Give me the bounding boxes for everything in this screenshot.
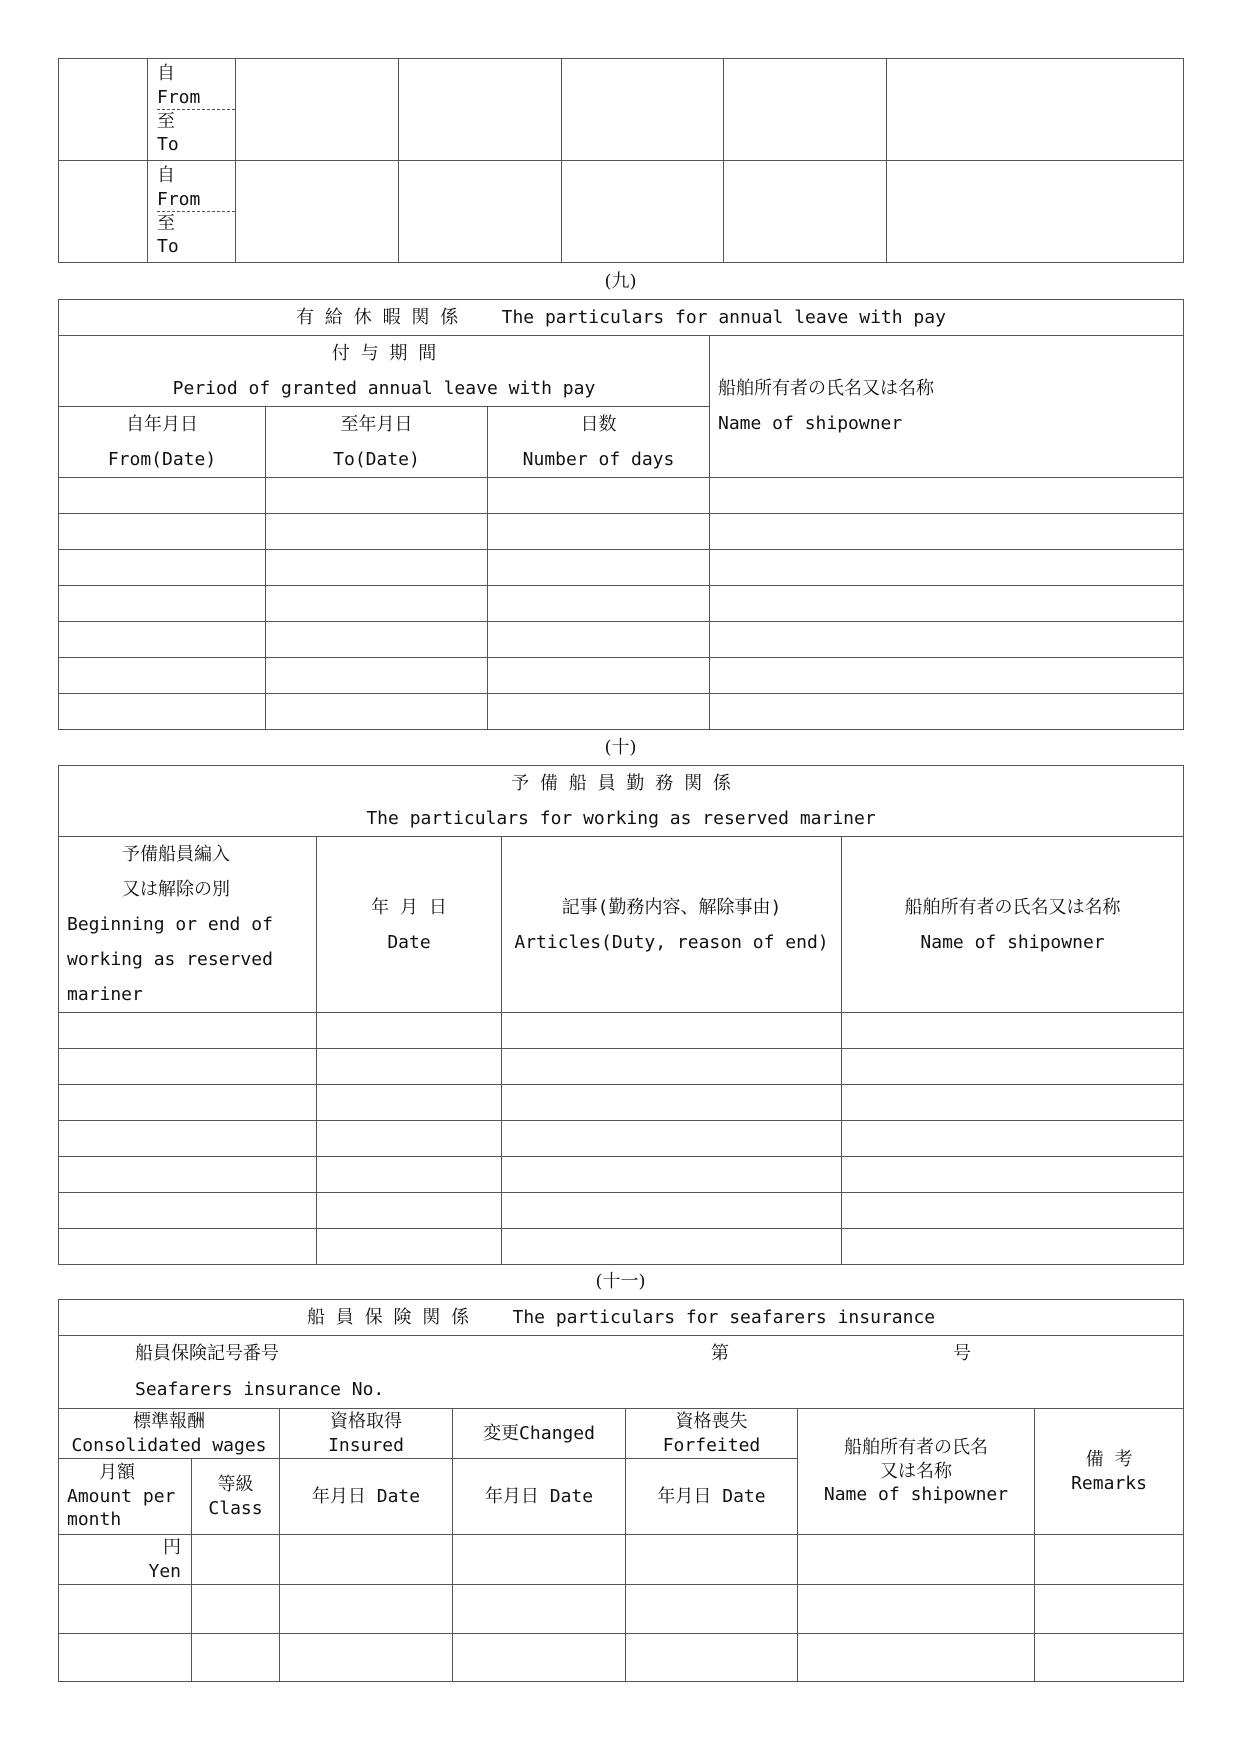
blank-cell[interactable] xyxy=(59,1585,192,1634)
seafarers-insurance-table xyxy=(58,1299,1184,1682)
blank-cell[interactable] xyxy=(842,1229,1184,1265)
blank-cell[interactable] xyxy=(266,622,488,658)
blank-cell[interactable] xyxy=(59,622,266,658)
blank-cell[interactable] xyxy=(453,1634,626,1682)
blank-cell[interactable] xyxy=(317,1229,502,1265)
blank-cell[interactable] xyxy=(842,1013,1184,1049)
blank-cell[interactable] xyxy=(488,550,710,586)
blank-cell[interactable] xyxy=(59,586,266,622)
blank-cell[interactable] xyxy=(192,1585,280,1634)
section10-marker: (十) xyxy=(604,737,637,758)
blank-cell[interactable] xyxy=(266,514,488,550)
blank-cell[interactable] xyxy=(59,161,148,263)
blank-cell[interactable] xyxy=(842,1157,1184,1193)
shipowner-header: 船舶所有者の氏名又は名称 Name of shipowner xyxy=(842,837,1184,1013)
insurance-number-label-ja: 船員保険記号番号 xyxy=(135,1343,279,1364)
blank-cell[interactable] xyxy=(1035,1634,1184,1682)
blank-cell[interactable] xyxy=(266,550,488,586)
from-to-cell xyxy=(148,161,236,263)
from-to-cell xyxy=(148,59,236,161)
blank-cell[interactable] xyxy=(488,658,710,694)
blank-cell[interactable] xyxy=(317,1049,502,1085)
blank-cell[interactable] xyxy=(710,622,1184,658)
blank-cell[interactable] xyxy=(710,658,1184,694)
wages-header: 標準報酬 Consolidated wages xyxy=(59,1409,280,1459)
blank-cell[interactable] xyxy=(59,1157,317,1193)
from-date-header: 自年月日 From(Date) xyxy=(59,407,266,478)
forfeited-date-header: 年月日 Date xyxy=(626,1459,798,1535)
blank-cell[interactable] xyxy=(453,1585,626,1634)
amount-header: 月額 Amount per month xyxy=(59,1459,192,1535)
blank-cell[interactable] xyxy=(59,1049,317,1085)
insured-header: 資格取得 Insured xyxy=(280,1409,453,1459)
blank-cell[interactable] xyxy=(1035,1585,1184,1634)
blank-cell[interactable] xyxy=(266,478,488,514)
articles-header: 記事(勤務内容、解除事由) Articles(Duty, reason of end) xyxy=(502,837,842,1013)
blank-cell[interactable] xyxy=(317,1157,502,1193)
blank-cell[interactable] xyxy=(280,1634,453,1682)
blank-cell[interactable] xyxy=(842,1085,1184,1121)
blank-cell[interactable] xyxy=(626,1535,798,1585)
blank-cell[interactable] xyxy=(280,1535,453,1585)
dai-label: 第 xyxy=(711,1343,729,1364)
to-date-header: 至年月日 To(Date) xyxy=(266,407,488,478)
blank-cell[interactable] xyxy=(798,1585,1035,1634)
blank-cell[interactable] xyxy=(798,1634,1035,1682)
beginning-end-header: 予備船員編入 又は解除の別 Beginning or end of working as reserved mariner xyxy=(59,837,317,1013)
insurance-number-label-en: Seafarers insurance No. xyxy=(135,1379,385,1400)
insurance-number-row[interactable] xyxy=(59,1336,1184,1409)
blank-cell[interactable] xyxy=(502,1013,842,1049)
blank-cell[interactable] xyxy=(266,658,488,694)
blank-cell[interactable] xyxy=(798,1535,1035,1585)
blank-cell[interactable] xyxy=(488,622,710,658)
blank-cell[interactable] xyxy=(488,514,710,550)
blank-cell[interactable] xyxy=(453,1535,626,1585)
changed-header: 変更Changed xyxy=(453,1409,626,1459)
to-label: 至 To xyxy=(157,213,179,258)
blank-cell[interactable] xyxy=(488,478,710,514)
blank-cell[interactable] xyxy=(488,586,710,622)
blank-cell[interactable] xyxy=(59,658,266,694)
insured-date-header: 年月日 Date xyxy=(280,1459,453,1535)
forfeited-header: 資格喪失 Forfeited xyxy=(626,1409,798,1459)
blank-cell[interactable] xyxy=(724,59,887,161)
shipowner-header: 船舶所有者の氏名又は名称 Name of shipowner xyxy=(710,336,1184,478)
days-header: 日数 Number of days xyxy=(488,407,710,478)
blank-cell[interactable] xyxy=(488,694,710,730)
changed-date-header: 年月日 Date xyxy=(453,1459,626,1535)
blank-cell[interactable] xyxy=(59,550,266,586)
seafarers-insurance-title: 船 員 保 険 関 係 The particulars for seafarers insurance xyxy=(59,1300,1184,1336)
blank-cell[interactable] xyxy=(887,59,1184,161)
section9-marker: (九) xyxy=(604,271,637,292)
blank-cell[interactable] xyxy=(724,161,887,263)
blank-cell[interactable] xyxy=(710,550,1184,586)
blank-cell[interactable] xyxy=(842,1049,1184,1085)
date-header: 年 月 日 Date xyxy=(317,837,502,1013)
blank-cell[interactable] xyxy=(502,1121,842,1157)
section11-marker: (十一) xyxy=(595,1271,646,1292)
blank-cell[interactable] xyxy=(59,1229,317,1265)
from-label: 自 From xyxy=(157,62,235,110)
blank-cell[interactable] xyxy=(59,478,266,514)
blank-cell[interactable] xyxy=(502,1157,842,1193)
blank-cell[interactable] xyxy=(399,59,562,161)
blank-cell[interactable] xyxy=(59,1193,317,1229)
annual-leave-table xyxy=(58,299,1184,730)
blank-cell[interactable] xyxy=(710,586,1184,622)
blank-cell[interactable] xyxy=(1035,1535,1184,1585)
blank-cell[interactable] xyxy=(502,1229,842,1265)
blank-cell[interactable] xyxy=(59,1085,317,1121)
yen-cell[interactable]: 円 Yen xyxy=(59,1535,192,1585)
from-label: 自 From xyxy=(157,164,235,212)
blank-cell[interactable] xyxy=(399,161,562,263)
blank-cell[interactable] xyxy=(887,161,1184,263)
blank-cell[interactable] xyxy=(842,1193,1184,1229)
blank-cell[interactable] xyxy=(626,1634,798,1682)
blank-cell[interactable] xyxy=(280,1585,453,1634)
blank-cell[interactable] xyxy=(626,1585,798,1634)
blank-cell[interactable] xyxy=(192,1535,280,1585)
blank-cell[interactable] xyxy=(502,1049,842,1085)
blank-cell[interactable] xyxy=(236,59,399,161)
blank-cell[interactable] xyxy=(317,1121,502,1157)
blank-cell[interactable] xyxy=(59,1121,317,1157)
blank-cell[interactable] xyxy=(192,1634,280,1682)
blank-cell[interactable] xyxy=(710,478,1184,514)
annual-leave-title: 有 給 休 暇 関 係 The particulars for annual leave with pay xyxy=(59,300,1184,336)
blank-cell[interactable] xyxy=(59,694,266,730)
reserved-mariner-table xyxy=(58,765,1184,1265)
blank-cell[interactable] xyxy=(236,161,399,263)
reserved-mariner-title: 予 備 船 員 勤 務 関 係 The particulars for working as reserved mariner xyxy=(59,766,1184,837)
blank-cell[interactable] xyxy=(266,586,488,622)
blank-cell[interactable] xyxy=(59,1634,192,1682)
blank-cell[interactable] xyxy=(710,694,1184,730)
top-continuation-table xyxy=(58,58,1184,263)
remarks-header: 備 考 Remarks xyxy=(1035,1409,1184,1535)
class-header: 等級 Class xyxy=(192,1459,280,1535)
blank-cell[interactable] xyxy=(710,514,1184,550)
blank-cell[interactable] xyxy=(59,59,148,161)
blank-cell[interactable] xyxy=(502,1085,842,1121)
blank-cell[interactable] xyxy=(266,694,488,730)
blank-cell[interactable] xyxy=(59,514,266,550)
blank-cell[interactable] xyxy=(59,1013,317,1049)
period-header: 付 与 期 間 Period of granted annual leave with pay xyxy=(59,336,710,407)
to-label: 至 To xyxy=(157,111,179,156)
blank-cell[interactable] xyxy=(317,1013,502,1049)
blank-cell[interactable] xyxy=(502,1193,842,1229)
go-label: 号 xyxy=(953,1343,971,1364)
blank-cell[interactable] xyxy=(562,161,724,263)
blank-cell[interactable] xyxy=(562,59,724,161)
blank-cell[interactable] xyxy=(842,1121,1184,1157)
blank-cell[interactable] xyxy=(317,1193,502,1229)
blank-cell[interactable] xyxy=(317,1085,502,1121)
shipowner-header: 船舶所有者の氏名 又は名称 Name of shipowner xyxy=(798,1409,1035,1535)
